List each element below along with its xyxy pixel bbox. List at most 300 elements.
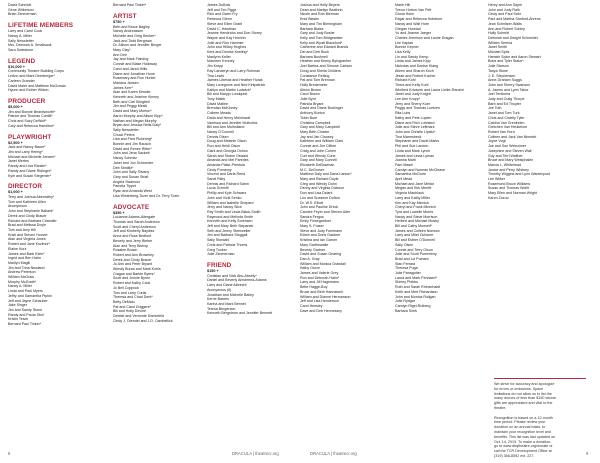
donor-name: Jay and Mark Flaming	[113, 57, 149, 62]
donor-name: Jim and Peggy Mesik	[113, 104, 148, 109]
donor-name: Kenneth and Jeanine Kinney	[113, 95, 159, 100]
donor-name: Kyle and Susan Stegemer*	[8, 173, 52, 178]
donor-name: Vanessa and Jennifer Mulholick	[207, 120, 258, 125]
donor-name: Barbara Sims	[395, 308, 417, 313]
donor-name: Cheryl and Frank Minnich	[395, 205, 436, 210]
donor-name: William and Monica Grandall	[300, 261, 346, 266]
donor-name: Tanya Stone	[488, 68, 508, 73]
donor-name: Scott and Cheryl Anderson	[113, 224, 156, 229]
donor-name: Linda and Mark Lynch	[395, 148, 431, 153]
donor-name: Alan and Karen Kessler	[113, 90, 151, 95]
donor-name: Bruce and Mary Westphalen	[488, 158, 534, 163]
donor-name: Tom and Kathleen Allen	[8, 199, 46, 204]
donor-name: Dennis Olsen	[207, 134, 229, 139]
footer-left	[232, 451, 279, 456]
donor-name: Kristi and Steven Hoover	[8, 232, 48, 237]
donor-name: Larry and Milet Ochsner	[395, 233, 434, 238]
donor-name: Barbara Blaise	[300, 26, 324, 31]
donor-name: Gene Wilkerson	[8, 7, 34, 12]
donor-name: Bernard Paul Tinker*	[113, 3, 147, 7]
donor-name: Tom and Larry Curtis	[113, 290, 147, 295]
donor-name: Holly Bredemeier	[300, 82, 328, 87]
donor-name: David and Renee Ritter*	[113, 146, 152, 151]
donor-name: Jo Bell Coppock	[113, 285, 139, 290]
donor-name: Marilynn Keller	[207, 54, 231, 59]
donor-name: James and Colleen Nomura	[395, 228, 440, 233]
donor-name: Craig and John Cohen	[300, 148, 336, 153]
donor-name: Tobin Bure	[300, 115, 318, 120]
donor-name: Trevor Horton Van Pelt	[395, 7, 432, 12]
donor-name: Nancy and Walt Hore	[395, 21, 430, 26]
donor-name: Deb Seidlitz*	[113, 165, 134, 170]
donor-name: Bette Hagge-Boy	[300, 285, 328, 290]
donor-name: Brendan McKinney	[207, 106, 238, 111]
donor-name: Matthew Daly and Dana Larson*	[300, 172, 352, 177]
donor-name: Kristina and Ian Garner	[300, 238, 338, 243]
donor-name: Bruce and Beth Hannawell	[300, 289, 343, 294]
donor-name: Julie Byrd	[300, 97, 316, 102]
donor-name: John and Stephanie Ballard*	[8, 209, 54, 214]
donor-name: Ken and Kay Minnick	[395, 200, 429, 205]
donor-name: Kaitlyn and Martin Ludwick*	[207, 87, 252, 92]
donor-name: Anne-Graham Suggs	[488, 78, 522, 83]
donor-name: Jim and Trina Newland	[8, 265, 45, 270]
donor-name: Catherine and Edward Brands	[300, 45, 349, 50]
donor-name: Kathy Grove	[300, 266, 320, 271]
donor-name: Kelly and Tom Bridgewater	[300, 35, 343, 40]
donor-name: Jeanne Hendricks and Don Storey	[207, 31, 262, 36]
donor-name: Linda and Paul Myers	[8, 289, 43, 294]
donor-name: Gary and Mary Connell	[300, 158, 337, 163]
donor-name: James Kerr*	[113, 85, 133, 90]
donor-name: Edgar and Rebecca Holstrom	[395, 17, 443, 22]
donor-name: Sally Newsletter	[113, 127, 139, 132]
donor-name: Jeff and Teri Figge	[207, 7, 237, 12]
donor-name: Ann and Robert Schley	[488, 26, 525, 31]
donor-name: Julie Panagotier	[395, 271, 421, 276]
donor-name: Jeffry and Samantha Pipkin	[8, 293, 52, 298]
donor-name: Scott and Jennie Byrne	[113, 276, 151, 281]
donor-name: Herbert and Michael Mosby	[395, 219, 439, 224]
level-amount: $150 +	[207, 268, 219, 273]
donor-name: Kathy and Pete Lupien	[395, 115, 432, 120]
donor-name: Randy and Lisa Rankin*	[8, 164, 47, 169]
donor-name: Dean and Marilyn Beathrin	[300, 7, 343, 12]
level-heading: LIFETIME MEMBERS	[8, 22, 74, 30]
donor-name: Samantha McGuire	[395, 172, 426, 177]
donor-name: Joanna Marti	[395, 158, 416, 163]
donor-name: Mary Garthewaite	[300, 242, 329, 247]
donor-name: Michael and Michelle Jensen*	[8, 154, 56, 159]
donor-name: Bonnie and Jim Rausch	[113, 142, 151, 147]
donor-name: Kathleen and William Clark	[300, 139, 344, 144]
donor-name: Janet and Tom Turk	[488, 111, 520, 116]
donor-name: Kelly and Wyatt Blackford*	[300, 40, 343, 45]
donor-name: Larry and Diane Albrecht	[207, 283, 247, 288]
donor-name: James and Barb Klein*	[8, 251, 45, 256]
donor-name: Dr. Allison and Jennifer Berger	[113, 43, 162, 48]
donor-name: Joe and Sue Weinzimer	[488, 144, 527, 149]
donor-name: David Schmidt	[8, 3, 32, 7]
donor-name: Nicholas and Denise Klang	[395, 64, 439, 69]
donor-name: Edwin and Doris Gardner	[300, 233, 341, 238]
donor-name: Chris and Charity Tyler	[488, 115, 525, 120]
donor-name: Larry and Carol Cook	[8, 29, 43, 34]
donor-name: John and Vicki Senko	[207, 195, 242, 200]
donor-name: Marie Hill	[395, 3, 410, 7]
donor-name: Nathan and Megan Murphy	[113, 118, 157, 123]
donor-name: James and Valerie Grey	[300, 271, 339, 276]
footer-left-label: DRACULA	[232, 451, 252, 456]
donor-name: Lisa Kelly	[395, 50, 411, 55]
donor-name: Sandi Riley	[207, 177, 226, 182]
donor-name: Aileen and Sharon Koch	[395, 68, 434, 73]
level-heading: ADVOCATE	[113, 203, 150, 211]
donor-name: Derek and Cindy Brauer	[113, 257, 152, 262]
donor-name: Murphy McGrath*	[8, 279, 37, 284]
donor-name: Jeff and Mary Beth Stepanek	[207, 224, 254, 229]
donor-name: Dave and Deb Hennessey	[300, 308, 342, 313]
donor-name: Ingrid and Ben Hahn	[8, 256, 41, 261]
donor-name: Cindy J. Drendel and J.D. Cambellick	[113, 318, 173, 323]
donor-name: Catrina Van Greninden	[488, 120, 525, 125]
donor-name: Juile and Steve Leffmark	[395, 125, 435, 130]
donor-name: Jim Kropp	[207, 64, 224, 69]
level-amount: $5,000 +	[8, 104, 23, 109]
accuracy-note	[494, 378, 589, 459]
donor-name: Mrs. Deborah A. Smallsauk	[8, 43, 52, 48]
donor-name: Brian Zimmerman	[8, 12, 37, 17]
donor-name: Michael Spitz	[488, 50, 510, 55]
donor-name: Theresa and Chad Dent*	[113, 295, 153, 300]
donor-name: Pat and Tom Brennan	[300, 78, 335, 83]
donor-name: Judy and Craig Thorpe	[488, 97, 525, 102]
donor-name: Laura and Mark Penhaed*	[395, 275, 437, 280]
donor-name: James DuBois	[207, 3, 231, 7]
donor-name: Mary Clay*	[113, 48, 131, 53]
donor-name: Kristin Tesch	[8, 317, 29, 322]
donor-name: Chuck Peters	[113, 132, 135, 137]
donor-column-2	[113, 3, 203, 323]
donor-name: Bill and Holly Devine	[113, 309, 146, 314]
donor-name: Tony Malek	[207, 97, 226, 102]
donor-name: Carolyn Rigel-Rutberg	[395, 304, 431, 308]
donor-name: Darla and Henry Meinhardt	[207, 115, 251, 120]
donor-name: Mary S. Fraser	[300, 224, 324, 229]
level-amount: $750 +	[113, 19, 125, 24]
donor-name: Nancy A. Miller	[8, 33, 32, 38]
donor-name: David Matlee	[207, 101, 228, 106]
donor-name: Timothy Wiggins and Lynn Wantenpool	[488, 172, 551, 177]
donor-name: Charles Jennison and Laurie Dragan	[395, 35, 454, 40]
donor-name: Bill and Cathy Munsell*	[395, 224, 432, 229]
donor-name: Anthony Burton	[300, 111, 325, 116]
footer-left-site: theatrecr.org	[255, 451, 279, 456]
donor-name: Dr. W.S. Elliott	[300, 200, 323, 205]
donor-name: Janet and Judy Knight	[395, 92, 431, 97]
donor-name: Jonathan and Michelle Bailey	[207, 292, 254, 297]
donor-name: Carol Brown	[300, 92, 320, 97]
donor-name: Virginia Mischlauk	[395, 191, 424, 196]
donor-name: Terry and Joshua Abernathy*	[8, 195, 55, 200]
donor-name: Amanda and Mel Paredes	[207, 158, 249, 163]
donor-name: Betty DeMaio	[113, 299, 135, 304]
donor-name: Julie Rydgar	[395, 299, 415, 304]
donor-name: Dennis and Richard Sahm	[207, 181, 249, 186]
donor-name: Kenneth and Kelly Sorensen	[207, 219, 253, 224]
donor-name: Rick and Gwen Fry	[207, 12, 238, 17]
donor-name: Sally Newsletter	[8, 38, 34, 43]
donor-name: Lee Ann Krupp*	[395, 97, 421, 102]
donor-name: Rosalee Brown	[113, 248, 138, 253]
donor-name: David and Diane Burkinger	[300, 106, 343, 111]
page-number-left: 8	[8, 451, 11, 456]
donor-name: Megan and Kirk Merritt	[395, 186, 432, 191]
donor-name: Joshua and Holly Beyers	[300, 3, 340, 7]
donor-name: Gloria Hoke	[395, 12, 414, 17]
donor-name: Cindy Pomeroy	[207, 167, 232, 172]
donor-name: Bernard Paul Tinker*	[8, 322, 42, 327]
donor-name: Thera and Kelly Kuhl	[395, 82, 429, 87]
footer-right-separator: |	[330, 451, 333, 456]
note-line: for errors or omissions. Space	[494, 386, 544, 391]
donor-name: Jerry and Nancy Slick	[207, 205, 242, 210]
donor-name: Sally Stordahl	[207, 238, 230, 243]
donor-name: Elizabeth DeBowman	[300, 162, 335, 167]
donor-name: Gary and Jody Boshe	[300, 31, 335, 36]
donor-name: Steve and Ellen Grant	[207, 21, 243, 26]
donor-name: Marcia L. Whitehead	[488, 162, 521, 167]
donor-name: Sara Swiestone	[8, 47, 34, 52]
donor-name: Bill and Maryjo Lundquist	[207, 92, 248, 97]
donor-name: Richard and Barbara Chandler	[8, 218, 57, 223]
donor-name: Nicole and Rob Bierman	[300, 12, 339, 17]
donor-name: Tina Lewis	[207, 73, 225, 78]
donor-name: Robert and Kathy Cook	[113, 281, 151, 286]
donor-name: Josephine and Steven Wall	[488, 148, 532, 153]
level-heading: ARTIST	[113, 12, 137, 20]
donor-name: Barb and Ed Thuyter	[488, 101, 522, 106]
donor-name: Mary Ellen and Norman Wright	[488, 191, 538, 196]
donor-name: Clark and Georgia Oshoo	[207, 148, 248, 153]
donor-name: Joel Bartiss and Simone Carlson	[300, 64, 353, 69]
donor-name: Janet and Jon Schroeder	[113, 160, 154, 165]
donor-name: Ron and Heidi Olson	[207, 144, 241, 149]
donor-name: David and Mary Morton*	[113, 109, 152, 114]
donor-name: Lee Kaplan	[395, 40, 414, 45]
donor-name: Tom and Amy Hill	[8, 227, 36, 232]
donor-name: Pat and Carol Driggers*	[113, 304, 151, 309]
donor-name: Robert and Jane Kozimor*	[8, 242, 51, 247]
donor-name: Cindy and Paul Sahr	[488, 12, 521, 17]
level-heading: PRODUCER	[8, 97, 46, 105]
donor-column-4	[300, 3, 390, 313]
donor-name: Pam Masel	[395, 162, 413, 167]
donor-name: Joel Tentinera	[488, 92, 511, 97]
donor-name: Rita Lubs	[395, 111, 411, 116]
donor-name: Patricia Bryant	[300, 101, 324, 106]
donor-name: Christina Campbell	[300, 120, 331, 125]
donor-name: Jesse and Robert Kocher	[395, 73, 436, 78]
donor-name: Ray Smith and Linda Black-Smith	[207, 209, 261, 214]
donor-name: Nancy Andreassen	[113, 29, 144, 34]
donor-name: Beth and Carl Klingbeil	[113, 99, 150, 104]
donor-name: Ryan and Amanda West	[113, 189, 152, 194]
donor-name: Wayne and Kay Hochrin	[207, 35, 246, 40]
donor-name: Yu and Jeanne Jaeger	[395, 31, 431, 36]
donor-name: John and Jena Sackett	[113, 151, 150, 156]
donor-name: Wendy Burau and Mark Kohls	[113, 267, 161, 272]
donor-name: Connie and Blake Holloway	[113, 62, 157, 67]
donor-name: Linda and James Kipp	[395, 59, 431, 64]
donor-name: Elaine Kurz	[8, 246, 27, 251]
donor-name: David Maier and Matthew McGowan	[8, 83, 66, 88]
donor-name: Keith and Mert Richardson	[395, 289, 438, 294]
donor-name: Julie Zimmerman	[207, 252, 235, 257]
donor-name: Joe Toth	[488, 106, 502, 111]
donor-name: Ron and Deborah Hahn*	[300, 275, 340, 280]
donor-name: Lee Wilker	[488, 177, 505, 182]
donor-name: Brad and Liz Putnam	[395, 256, 429, 261]
donor-name: Colleen and Jack Van Nimwiel	[488, 134, 537, 139]
donor-name: Jack and Nancy Bauer*	[8, 145, 46, 150]
donor-name: Lucia Schmitt	[207, 186, 229, 191]
donor-name: Sarah and Shane Oswald	[207, 153, 248, 158]
donor-name: Larry and Jill Hagemann	[300, 280, 339, 285]
donor-name: Jeff and Jayne Schauber	[8, 298, 48, 303]
donor-name: Hyunn and Esther Wilson	[8, 88, 49, 93]
donor-name: Bill and Ann Mulholland	[207, 125, 245, 130]
donor-name: Constance Reiting	[300, 73, 330, 78]
donor-name: Janice and Perry Whitney	[488, 167, 529, 172]
note-line: limitations do not allow us to list the	[494, 391, 552, 396]
donor-name: Gregan Horstad	[395, 26, 421, 31]
note-line: benefits. This list was last updated on	[494, 434, 556, 439]
donor-name: M.C. DeGroser	[300, 167, 325, 172]
donor-name: Karina and Mark Bennet	[207, 301, 246, 306]
donor-name: Debbie and Vernonte Dominfeld	[113, 314, 164, 319]
donor-name: Diane and Rich Luhrsted	[395, 120, 435, 125]
donor-name: David C. Hawthan	[207, 26, 236, 31]
donor-name: Nancy O'Connell	[207, 129, 234, 134]
donor-name: John and Judy Ralh	[488, 7, 520, 12]
footer-left-separator: |	[252, 451, 255, 456]
donor-name: Mariana Jansen	[113, 80, 139, 85]
donor-name: Nancy Schmitz	[113, 156, 137, 161]
donor-name: Heather and Kenny Byingrasher	[300, 59, 352, 64]
donor-name: Julie and Ron Hammer	[207, 40, 244, 45]
donor-name: Barbara Bushnell	[300, 54, 328, 59]
note-line: maintain your recognition level and	[494, 429, 551, 434]
donor-name: Bonnie Kepner	[395, 45, 419, 50]
donor-name: Tyra and Lowelle Morris	[395, 209, 434, 214]
note-line: many donors of less than $150 whose	[494, 396, 557, 401]
donor-name: David and Susan Gearing	[300, 252, 342, 257]
donor-name: Sandra Fergus	[300, 214, 324, 219]
donor-name: Greg Tucker	[207, 247, 227, 252]
donor-name: Robert and Ann Brownley	[113, 252, 154, 257]
donor-name: Anonymous (6)	[207, 287, 232, 292]
donor-name: Janet Smith	[488, 45, 507, 50]
donor-name: LeAnn and Mark Deerberger*	[8, 74, 55, 79]
note-line: theatre.	[494, 405, 507, 410]
donor-column-3	[207, 3, 297, 316]
donor-name: Carolee Feyer and Steven Alter	[300, 209, 351, 214]
donor-name: Curt and Wendy Cone	[300, 153, 336, 158]
donor-name: Aaron Murphy and Alison Kipp*	[113, 113, 163, 118]
donor-name: Janet Mertes	[8, 159, 29, 164]
donor-name: Lou and Suzanne Dufton	[300, 195, 340, 200]
footer-right-site: theatrecr.org	[333, 451, 357, 456]
donor-name: Lisa Winterberg-Tozer and Dr. Terry Tozer	[113, 193, 180, 198]
donor-name: Lucianne Adams-Altergate	[113, 215, 156, 220]
donor-name: Hamish Spice and Aaron Stewart	[488, 54, 541, 59]
level-heading: DIRECTOR	[8, 183, 43, 191]
donor-name: Phillip and Kyle Schwarz	[207, 191, 247, 196]
donor-name: Jerry and Sherry Kuer	[395, 101, 431, 106]
footer-right-label: DRACULA	[310, 451, 330, 456]
donor-name: Winifred Krivacek and Laura Lieller-Ranzini	[395, 87, 464, 92]
level-amount: $10,000 +	[8, 64, 25, 69]
note-line: gifts are appreciated and vital to the	[494, 401, 553, 406]
donor-name: Paul and Martha Sanford-Ahrens	[488, 17, 541, 22]
donor-name: Jean Schnitzer-Walts	[488, 21, 522, 26]
donor-name: Chris and Suzy DeWolf*	[8, 119, 47, 124]
donor-name: Nancy and Steve Morrison	[395, 214, 438, 219]
donor-name: Phil and Sue Landon	[395, 144, 429, 149]
donor-name: Bill and Esther O'Donnell	[395, 238, 435, 243]
donor-name: John and Sherry Swanson	[488, 82, 531, 87]
note-line: We strive for accuracy and apologize	[494, 382, 555, 386]
level-amount: $350 +	[113, 210, 125, 215]
note-line: Recognition is based on a 12-month	[494, 415, 554, 420]
donor-name: Enid Bieske	[300, 17, 319, 22]
donor-name: Gary and Mary Campbell	[300, 125, 340, 130]
donor-name: Holly Schmitt	[488, 31, 509, 36]
donor-name: James and Linda Lyman	[395, 153, 435, 158]
donor-name: Michael and Jane Mellar	[395, 181, 434, 186]
donor-name: Doug and Melanie Olson	[207, 139, 247, 144]
donor-name: Derek and Cindy Brauer	[8, 213, 47, 218]
note-line: time period. Please review your	[494, 420, 546, 425]
donor-name: Community Theatre Building Corps	[8, 69, 64, 74]
donor-name: Diane and Jonathan Hone	[113, 71, 155, 76]
donor-name: Julie and Scott Pomerleny	[395, 252, 437, 257]
donor-name: Jim and Sandy Stone	[8, 307, 43, 312]
donor-name: Anna and Russ Bedford	[113, 234, 152, 239]
donor-name: Pamela Tippet	[113, 184, 136, 189]
donor-name: Patrice and Thomas Cordill*	[8, 114, 53, 119]
donor-name: Stephanie and David Marks	[395, 139, 440, 144]
donor-name: Angela Swanson	[113, 179, 140, 184]
donor-name: William McGraw	[8, 275, 34, 280]
donor-name: Mary Beth Charter	[300, 129, 330, 134]
note-line: call the TCR Development Office at	[494, 449, 552, 454]
donor-name: Peggy and Thomas Luetzen	[395, 106, 440, 111]
donor-name: Carolyn and Norman McCleave	[395, 167, 446, 172]
donor-name: Deborah and Dwight Schneider	[488, 35, 538, 40]
donor-name: Maureen Kenney	[207, 59, 235, 64]
donor-name: Henry and Ann Sayre	[488, 3, 523, 7]
donor-name: Kerrie Barnes	[207, 297, 229, 302]
donor-name: Jay and Jan Clausey	[300, 134, 334, 139]
donor-name: Alison Brown	[300, 87, 321, 92]
donor-name: Gary and Susan Strait	[113, 175, 149, 179]
donor-name: John and Pauline Dreck	[300, 205, 339, 210]
donor-name: Connie and Jim Clifton	[300, 144, 337, 149]
donor-name: Doug and Sheila Childers	[300, 68, 341, 73]
donor-name: Jaimes Liberda and Heather Hurak	[207, 78, 263, 83]
